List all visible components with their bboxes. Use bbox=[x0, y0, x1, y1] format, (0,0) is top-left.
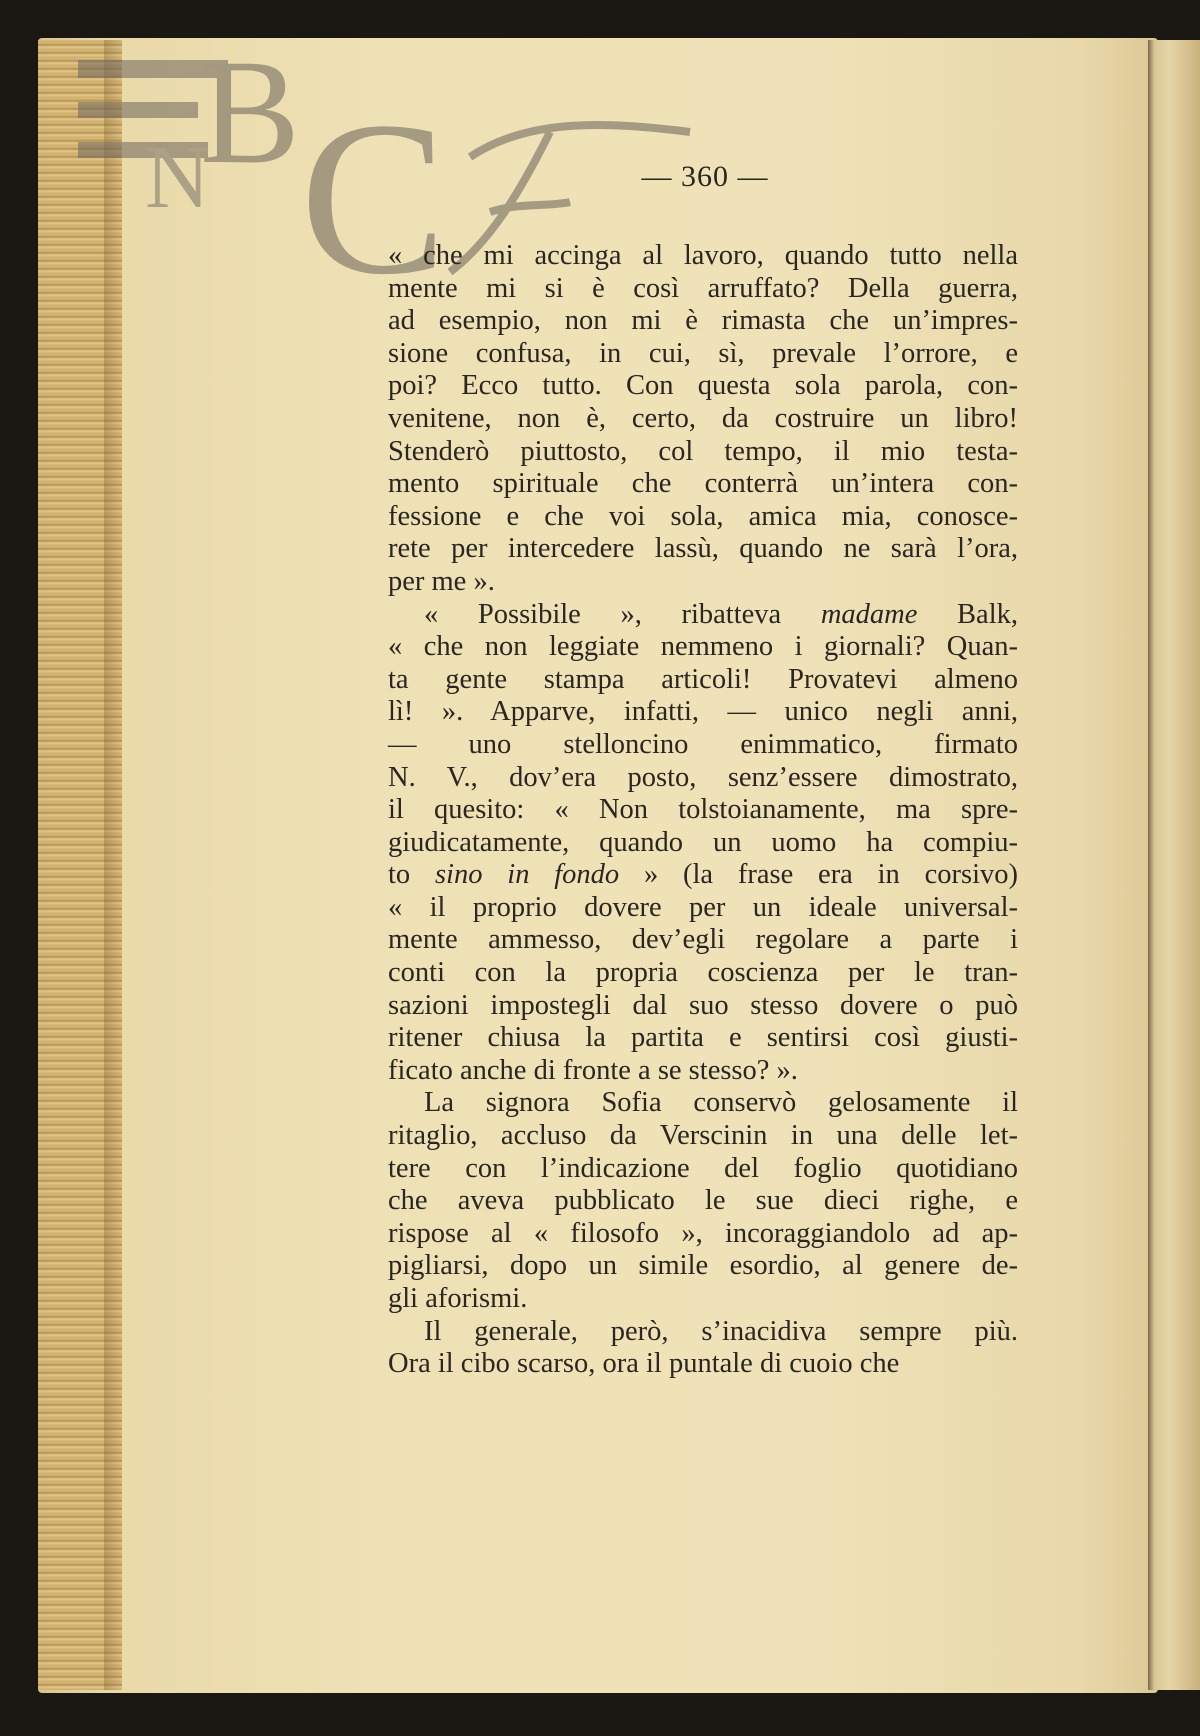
watermark-letter-n: N bbox=[145, 128, 210, 227]
text-line: conti con la propria coscienza per le tran- bbox=[388, 957, 1018, 989]
text-line: rispose al « filosofo », incoraggiandolo ad ap- bbox=[388, 1217, 1018, 1249]
watermark-letter-b: B bbox=[200, 29, 301, 195]
text-line: tere con l’indicazione del foglio quotidiano bbox=[388, 1152, 1018, 1184]
body-text bbox=[388, 240, 1018, 1381]
text-segment: « Possibile », ribatteva bbox=[424, 598, 821, 630]
text-line: Ora il cibo scarso, ora il puntale di cuoio che bbox=[388, 1348, 900, 1380]
text-line: ta gente stampa articoli! Provatevi almeno bbox=[388, 663, 1018, 695]
text-line: mente mi si è così arruffato? Della guerra, bbox=[388, 272, 1018, 304]
binding-fold bbox=[1148, 40, 1200, 1690]
text-line: « che mi accinga al lavoro, quando tutto nella bbox=[388, 240, 1018, 271]
text-line bbox=[388, 859, 1018, 892]
text-line: poi? Ecco tutto. Con questa sola parola, con- bbox=[388, 370, 1018, 402]
text-segment: to bbox=[388, 859, 435, 891]
italic-text: sino in fondo bbox=[434, 859, 620, 891]
text-line: gli aforismi. bbox=[388, 1283, 528, 1314]
text-line: che aveva pubblicato le sue dieci righe, e bbox=[388, 1185, 1018, 1217]
text-line: giudicatamente, quando un uomo ha compiu- bbox=[388, 826, 1018, 858]
text-line: il quesito: « Non tolstoianamente, ma spre- bbox=[388, 794, 1018, 826]
text-line: ritener chiusa la partita e sentirsi così giusti- bbox=[388, 1022, 1018, 1054]
text-line: La signora Sofia conservò gelosamente il bbox=[424, 1087, 1018, 1119]
text-line: ficato anche di fronte a se stesso? ». bbox=[388, 1054, 798, 1086]
text-line: N. V., dov’era posto, senz’essere dimostrato, bbox=[388, 761, 1018, 793]
text-segment: » (la frase era in corsivo) bbox=[619, 859, 1018, 891]
text-line: rete per intercedere lassù, quando ne sarà l’ora, bbox=[388, 533, 1018, 565]
text-line bbox=[388, 599, 1018, 632]
page-number: — 360 — bbox=[641, 160, 769, 193]
watermark-letter-c: C bbox=[300, 76, 447, 292]
text-line: fessione e che voi sola, amica mia, conosce- bbox=[388, 500, 1018, 532]
text-line: Il generale, però, s’inacidiva sempre più. bbox=[424, 1315, 1018, 1347]
italic-text: madame bbox=[820, 598, 918, 630]
text-line: venitene, non è, certo, da costruire un libro! bbox=[388, 402, 1018, 434]
text-line: « il proprio dovere per un ideale universal- bbox=[388, 891, 1018, 923]
text-segment: Balk, bbox=[917, 598, 1018, 630]
text-line: ritaglio, accluso da Verscinin in una delle let- bbox=[388, 1120, 1018, 1152]
text-line: Stenderò piuttosto, col tempo, il mio testa- bbox=[388, 435, 1018, 467]
text-line: per me ». bbox=[388, 565, 495, 597]
text-line: mento spirituale che conterrà un’intera con- bbox=[388, 468, 1018, 500]
text-line: mente ammesso, dev’egli regolare a parte i bbox=[388, 924, 1018, 956]
text-line: « che non leggiate nemmeno i giornali? Quan- bbox=[388, 631, 1018, 663]
text-line: — uno stelloncino enimmatico, firmato bbox=[388, 728, 1018, 760]
text-line: lì! ». Apparve, infatti, — unico negli anni, bbox=[388, 696, 1018, 728]
text-line: pigliarsi, dopo un simile esordio, al genere de- bbox=[388, 1250, 1018, 1282]
text-line: ad esempio, non mi è rimasta che un’impres- bbox=[388, 305, 1018, 337]
text-line: sazioni impostegli dal suo stesso dovere o può bbox=[388, 989, 1018, 1021]
text-line: sione confusa, in cui, sì, prevale l’orrore, e bbox=[388, 337, 1018, 369]
